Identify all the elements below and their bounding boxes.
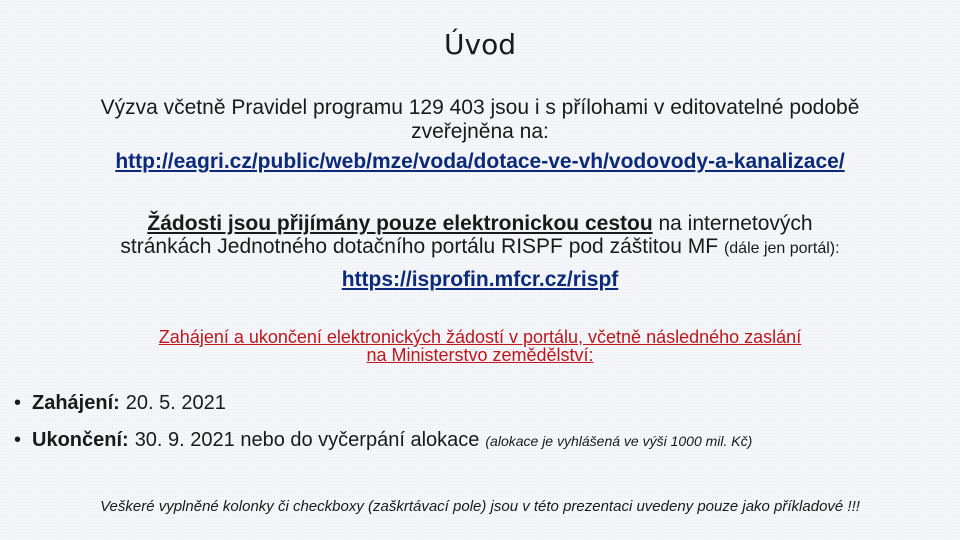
bullet-icon: • — [14, 429, 22, 451]
bullet-list — [14, 392, 954, 466]
intro-line-2: zveřejněna na: — [411, 120, 549, 143]
applications-paragraph — [0, 212, 960, 260]
list-item-start — [14, 392, 954, 415]
bullet-text: 20. 5. 2021 — [125, 392, 226, 414]
bullet-label: Zahájení: — [32, 392, 120, 414]
applications-small: (dále jen portál): — [723, 240, 840, 257]
bullet-label: Ukončení: — [32, 429, 129, 451]
eagri-link-row — [0, 150, 960, 174]
bullet-icon: • — [14, 392, 22, 414]
applications-line-2: stránkách Jednotného dotačního portálu RISPF pod záštitou MF — [120, 235, 724, 258]
deadline-heading — [0, 328, 960, 364]
deadline-heading-line-2: na Ministerstvo zemědělství: — [366, 345, 594, 365]
footer-note: Veškeré vyplněné kolonky či checkboxy (zaškrtávací pole) jsou v této prezentaci uvedeny pouze jako příkladové !!! — [100, 498, 860, 515]
intro-line-1: Výzva včetně Pravidel programu 129 403 jsou i s přílohami v editovatelné podobě — [100, 96, 860, 119]
eagri-link[interactable]: http://eagri.cz/public/web/mze/voda/dotace-ve-vh/vodovody-a-kanalizace/ — [115, 150, 845, 173]
bullet-text: 30. 9. 2021 nebo do vyčerpání alokace — [134, 429, 480, 451]
list-item-end — [14, 429, 954, 452]
rispf-link-row — [0, 268, 960, 292]
applications-bold: Žádosti jsou přijímány pouze elektronickou cestou — [147, 212, 653, 235]
bullet-note: (alokace je vyhlášená ve výši 1000 mil. Kč) — [485, 433, 753, 449]
deadline-heading-line-1: Zahájení a ukončení elektronických žádostí v portálu, včetně následného zaslání — [158, 327, 802, 347]
rispf-link[interactable]: https://isprofin.mfcr.cz/rispf — [341, 268, 619, 291]
intro-paragraph — [0, 96, 960, 144]
page-title: Úvod — [444, 28, 516, 61]
applications-rest: na internetových — [652, 212, 813, 235]
